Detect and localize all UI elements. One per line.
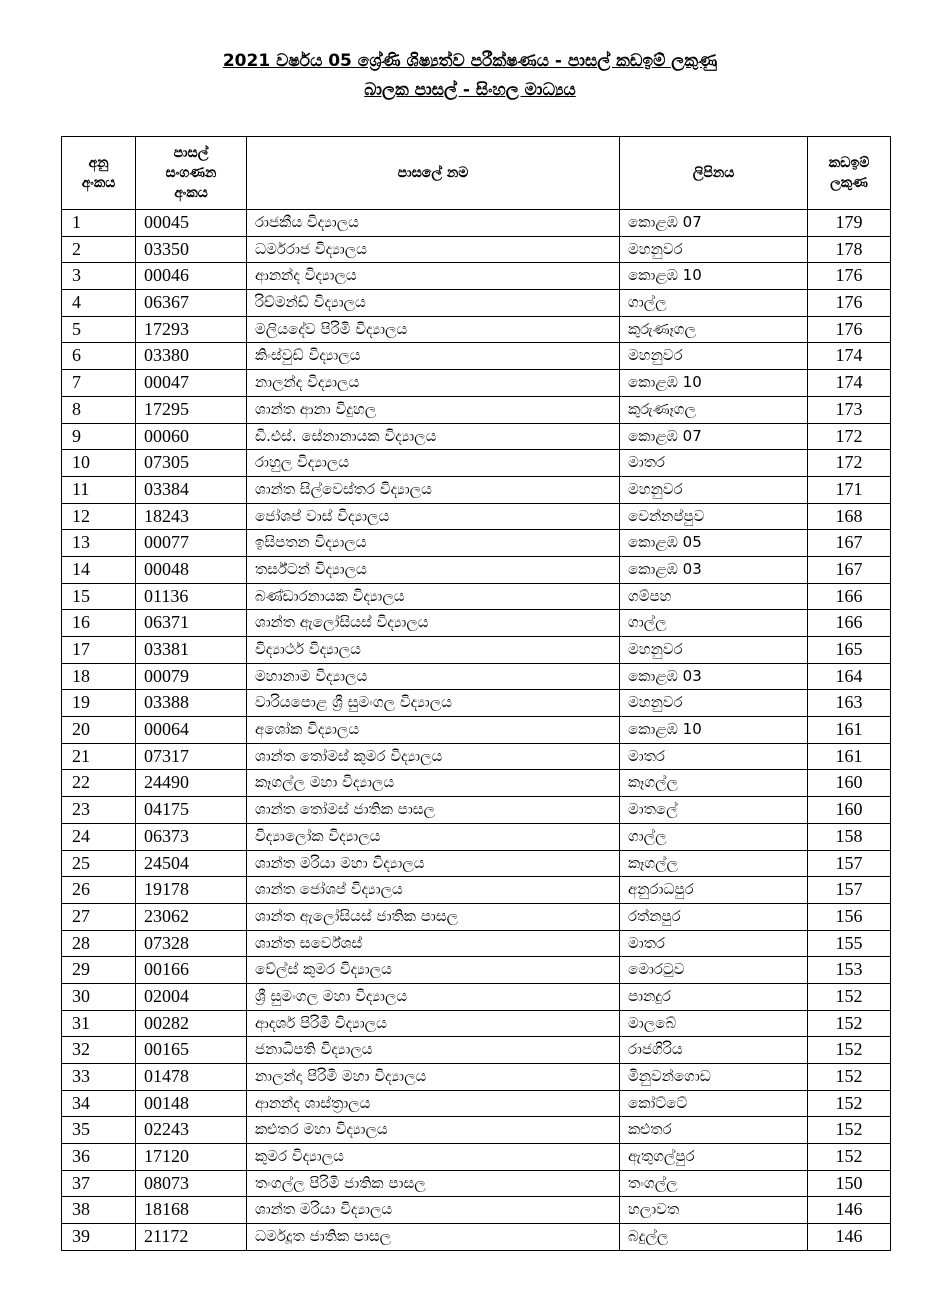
cell-school-name: විද්‍යාර්ථ විද්‍යාලය xyxy=(247,637,620,664)
table-row xyxy=(62,236,891,263)
cell-census-no: 24490 xyxy=(136,770,247,797)
cell-serial-no: 15 xyxy=(62,583,136,610)
header-school-census-no: පාසල් සංගණන අංකය xyxy=(136,137,247,210)
cell-address: තංගල්ල xyxy=(620,1170,808,1197)
cell-address: කොළඹ 07 xyxy=(620,423,808,450)
cell-address: රත්නපුර xyxy=(620,903,808,930)
cell-address: මාලබේ xyxy=(620,1010,808,1037)
cell-census-no: 00148 xyxy=(136,1090,247,1117)
cell-serial-no: 32 xyxy=(62,1037,136,1064)
table-row xyxy=(62,637,891,664)
cell-school-name: ජනාධිපති විද්‍යාලය xyxy=(247,1037,620,1064)
table-row xyxy=(62,583,891,610)
table-body xyxy=(62,210,891,1251)
cell-address: වෙන්නප්පුව xyxy=(620,503,808,530)
cell-serial-no: 26 xyxy=(62,877,136,904)
cell-census-no: 03388 xyxy=(136,690,247,717)
cell-cutoff-mark: 158 xyxy=(808,823,891,850)
table-row xyxy=(62,1010,891,1037)
cell-census-no: 06371 xyxy=(136,610,247,637)
cell-school-name: ආනන්ද ශාස්ත්‍රාලය xyxy=(247,1090,620,1117)
table-row xyxy=(62,1117,891,1144)
cell-cutoff-mark: 167 xyxy=(808,530,891,557)
cell-cutoff-mark: 163 xyxy=(808,690,891,717)
cell-school-name: ශාන්ත ඇලෝසියස් විද්‍යාලය xyxy=(247,610,620,637)
cell-school-name: තර්ස්ටන් විද්‍යාලය xyxy=(247,556,620,583)
cell-address: හලාවත xyxy=(620,1197,808,1224)
cell-serial-no: 39 xyxy=(62,1224,136,1251)
cell-address: මහනුවර xyxy=(620,690,808,717)
table-row xyxy=(62,1224,891,1251)
cell-school-name: තංගල්ල පිරිමි ජාතික පාසල xyxy=(247,1170,620,1197)
cell-census-no: 03380 xyxy=(136,343,247,370)
cell-census-no: 00282 xyxy=(136,1010,247,1037)
cell-census-no: 23062 xyxy=(136,903,247,930)
cell-school-name: වේල්ස් කුමර විද්‍යාලය xyxy=(247,957,620,984)
cell-serial-no: 13 xyxy=(62,530,136,557)
cell-serial-no: 36 xyxy=(62,1144,136,1171)
cell-census-no: 07305 xyxy=(136,450,247,477)
table-row xyxy=(62,770,891,797)
document-subtitle: බාලක පාසල් - සිංහල මාධ්‍යය xyxy=(364,80,576,100)
cell-serial-no: 20 xyxy=(62,717,136,744)
cell-school-name: කෑගල්ල මහා විද්‍යාලය xyxy=(247,770,620,797)
cell-cutoff-mark: 152 xyxy=(808,983,891,1010)
cell-address: කුරුණෑගල xyxy=(620,396,808,423)
cell-cutoff-mark: 174 xyxy=(808,370,891,397)
table-row xyxy=(62,530,891,557)
cell-school-name: මහානාම විද්‍යාලය xyxy=(247,663,620,690)
cell-cutoff-mark: 166 xyxy=(808,583,891,610)
cell-cutoff-mark: 152 xyxy=(808,1117,891,1144)
cell-school-name: කුමර විද්‍යාලය xyxy=(247,1144,620,1171)
cell-school-name: ශාන්ත සිල්වෙස්තර විද්‍යාලය xyxy=(247,476,620,503)
cell-school-name: ඉසිපතන විද්‍යාලය xyxy=(247,530,620,557)
cell-address: මහනුවර xyxy=(620,476,808,503)
table-row xyxy=(62,610,891,637)
cell-school-name: ශ්‍රී සුමංගල මහා විද්‍යාලය xyxy=(247,983,620,1010)
cell-cutoff-mark: 172 xyxy=(808,450,891,477)
table-row xyxy=(62,1197,891,1224)
cell-census-no: 00060 xyxy=(136,423,247,450)
cell-cutoff-mark: 173 xyxy=(808,396,891,423)
cell-cutoff-mark: 160 xyxy=(808,770,891,797)
cell-address: මහනුවර xyxy=(620,236,808,263)
cell-serial-no: 14 xyxy=(62,556,136,583)
cell-cutoff-mark: 172 xyxy=(808,423,891,450)
table-row xyxy=(62,690,891,717)
cell-cutoff-mark: 152 xyxy=(808,1090,891,1117)
cell-census-no: 02004 xyxy=(136,983,247,1010)
cell-census-no: 08073 xyxy=(136,1170,247,1197)
cell-address: මොරටුව xyxy=(620,957,808,984)
cell-address: මාතර xyxy=(620,450,808,477)
cell-serial-no: 2 xyxy=(62,236,136,263)
cell-serial-no: 5 xyxy=(62,316,136,343)
cell-serial-no: 30 xyxy=(62,983,136,1010)
table-row xyxy=(62,210,891,237)
cell-cutoff-mark: 167 xyxy=(808,556,891,583)
cell-address: ගාල්ල xyxy=(620,823,808,850)
cell-serial-no: 3 xyxy=(62,263,136,290)
cell-census-no: 17293 xyxy=(136,316,247,343)
cell-serial-no: 37 xyxy=(62,1170,136,1197)
cell-cutoff-mark: 171 xyxy=(808,476,891,503)
cell-cutoff-mark: 152 xyxy=(808,1144,891,1171)
cell-school-name: නාලන්දා පිරිමි මහා විද්‍යාලය xyxy=(247,1064,620,1091)
cell-serial-no: 12 xyxy=(62,503,136,530)
cell-census-no: 00165 xyxy=(136,1037,247,1064)
cell-address: කොළඹ 10 xyxy=(620,717,808,744)
cell-address: ගම්පහ xyxy=(620,583,808,610)
table-row xyxy=(62,1037,891,1064)
cell-census-no: 18243 xyxy=(136,503,247,530)
cell-school-name: බණ්ඩාරනායක විද්‍යාලය xyxy=(247,583,620,610)
cell-serial-no: 6 xyxy=(62,343,136,370)
cell-address: කොළඹ 10 xyxy=(620,370,808,397)
cell-serial-no: 8 xyxy=(62,396,136,423)
document-title: 2021 වර්ෂය 05 ශ්‍රේණි ශිෂ්‍යත්ව පරීක්ෂණය - පාසල් කඩඉම් ලකුණු xyxy=(222,51,718,71)
table-row xyxy=(62,263,891,290)
cell-cutoff-mark: 153 xyxy=(808,957,891,984)
cell-cutoff-mark: 179 xyxy=(808,210,891,237)
cell-address: ඇතුගල්පුර xyxy=(620,1144,808,1171)
table-row xyxy=(62,823,891,850)
cell-school-name: අශෝක විද්‍යාලය xyxy=(247,717,620,744)
cell-address: මාතලේ xyxy=(620,797,808,824)
cell-census-no: 21172 xyxy=(136,1224,247,1251)
table-row xyxy=(62,850,891,877)
cell-serial-no: 4 xyxy=(62,290,136,317)
cell-cutoff-mark: 152 xyxy=(808,1064,891,1091)
cell-address: කොළඹ 03 xyxy=(620,556,808,583)
cell-address: කෝට්ටේ xyxy=(620,1090,808,1117)
cell-cutoff-mark: 146 xyxy=(808,1197,891,1224)
cell-serial-no: 17 xyxy=(62,637,136,664)
cell-census-no: 24504 xyxy=(136,850,247,877)
cell-serial-no: 27 xyxy=(62,903,136,930)
cell-census-no: 00079 xyxy=(136,663,247,690)
cell-cutoff-mark: 165 xyxy=(808,637,891,664)
cell-census-no: 07328 xyxy=(136,930,247,957)
cell-cutoff-mark: 174 xyxy=(808,343,891,370)
table-row xyxy=(62,930,891,957)
cell-address: කොළඹ 07 xyxy=(620,210,808,237)
cell-address: ගාල්ල xyxy=(620,290,808,317)
cell-census-no: 00166 xyxy=(136,957,247,984)
cell-census-no: 06367 xyxy=(136,290,247,317)
cell-cutoff-mark: 157 xyxy=(808,850,891,877)
cell-address: කෑගල්ල xyxy=(620,770,808,797)
cell-address: කොළඹ 03 xyxy=(620,663,808,690)
cell-serial-no: 21 xyxy=(62,743,136,770)
cell-census-no: 07317 xyxy=(136,743,247,770)
cell-address: බදුල්ල xyxy=(620,1224,808,1251)
cell-census-no: 00064 xyxy=(136,717,247,744)
table-row xyxy=(62,396,891,423)
cell-cutoff-mark: 166 xyxy=(808,610,891,637)
cell-school-name: ආනන්ද විද්‍යාලය xyxy=(247,263,620,290)
cell-cutoff-mark: 160 xyxy=(808,797,891,824)
cell-cutoff-mark: 168 xyxy=(808,503,891,530)
cell-cutoff-mark: 178 xyxy=(808,236,891,263)
cell-cutoff-mark: 152 xyxy=(808,1010,891,1037)
cell-serial-no: 19 xyxy=(62,690,136,717)
table-row xyxy=(62,743,891,770)
cell-address: මහනුවර xyxy=(620,637,808,664)
cell-school-name: කළුතර මහා විද්‍යාලය xyxy=(247,1117,620,1144)
table-row xyxy=(62,957,891,984)
cell-address: අනුරාධපුර xyxy=(620,877,808,904)
table-row xyxy=(62,1144,891,1171)
cell-address: කොළඹ 05 xyxy=(620,530,808,557)
cell-school-name: ශාන්ත තෝමස් ජාතික පාසල xyxy=(247,797,620,824)
cell-cutoff-mark: 176 xyxy=(808,263,891,290)
cell-cutoff-mark: 156 xyxy=(808,903,891,930)
cell-cutoff-mark: 161 xyxy=(808,743,891,770)
cell-serial-no: 25 xyxy=(62,850,136,877)
cell-serial-no: 11 xyxy=(62,476,136,503)
cell-school-name: ආදර්ශ පිරිමි විද්‍යාලය xyxy=(247,1010,620,1037)
header-cutoff-mark: කඩඉම් ලකුණ xyxy=(808,137,891,210)
cell-cutoff-mark: 146 xyxy=(808,1224,891,1251)
cell-school-name: ශාන්ත මරියා විද්‍යාලය xyxy=(247,1197,620,1224)
cell-school-name: ශාන්ත සර්වේශස් xyxy=(247,930,620,957)
cell-school-name: ශාන්ත ආනා විදුහල xyxy=(247,396,620,423)
cell-census-no: 00047 xyxy=(136,370,247,397)
cell-address: මාතර xyxy=(620,930,808,957)
cell-census-no: 18168 xyxy=(136,1197,247,1224)
cell-serial-no: 34 xyxy=(62,1090,136,1117)
cell-census-no: 04175 xyxy=(136,797,247,824)
cell-serial-no: 24 xyxy=(62,823,136,850)
cell-serial-no: 10 xyxy=(62,450,136,477)
cell-cutoff-mark: 150 xyxy=(808,1170,891,1197)
cell-census-no: 01136 xyxy=(136,583,247,610)
cutoff-marks-table xyxy=(61,136,891,1251)
cell-census-no: 00046 xyxy=(136,263,247,290)
cell-serial-no: 1 xyxy=(62,210,136,237)
header-serial-no: අනු අංකය xyxy=(62,137,136,210)
cell-school-name: ශාන්ත ජෝශප් විද්‍යාලය xyxy=(247,877,620,904)
cell-serial-no: 33 xyxy=(62,1064,136,1091)
table-row xyxy=(62,717,891,744)
cell-serial-no: 9 xyxy=(62,423,136,450)
cell-census-no: 01478 xyxy=(136,1064,247,1091)
cell-address: කුරුණෑගල xyxy=(620,316,808,343)
cell-address: ගාල්ල xyxy=(620,610,808,637)
cell-serial-no: 35 xyxy=(62,1117,136,1144)
cell-school-name: ධර්මරාජ විද්‍යාලය xyxy=(247,236,620,263)
cell-census-no: 00077 xyxy=(136,530,247,557)
cell-cutoff-mark: 157 xyxy=(808,877,891,904)
table-header-row xyxy=(62,137,891,210)
table-row xyxy=(62,1064,891,1091)
cell-address: කොළඹ 10 xyxy=(620,263,808,290)
cell-serial-no: 7 xyxy=(62,370,136,397)
cell-census-no: 19178 xyxy=(136,877,247,904)
cell-address: කළුතර xyxy=(620,1117,808,1144)
cell-address: පානදුර xyxy=(620,983,808,1010)
cell-census-no: 00045 xyxy=(136,210,247,237)
cell-school-name: විද්‍යාලෝක විද්‍යාලය xyxy=(247,823,620,850)
cell-serial-no: 18 xyxy=(62,663,136,690)
table-row xyxy=(62,1090,891,1117)
cell-school-name: රාහුල විද්‍යාලය xyxy=(247,450,620,477)
table-row xyxy=(62,663,891,690)
cell-census-no: 17120 xyxy=(136,1144,247,1171)
cell-serial-no: 23 xyxy=(62,797,136,824)
cell-census-no: 06373 xyxy=(136,823,247,850)
cell-school-name: ඩී.එස්. සේනානායක විද්‍යාලය xyxy=(247,423,620,450)
table-row xyxy=(62,556,891,583)
table-row xyxy=(62,903,891,930)
table-row xyxy=(62,343,891,370)
table-row xyxy=(62,797,891,824)
table-row xyxy=(62,983,891,1010)
cell-census-no: 17295 xyxy=(136,396,247,423)
cell-census-no: 02243 xyxy=(136,1117,247,1144)
cell-address: කෑගල්ල xyxy=(620,850,808,877)
table-row xyxy=(62,450,891,477)
cell-serial-no: 16 xyxy=(62,610,136,637)
cell-serial-no: 28 xyxy=(62,930,136,957)
cell-census-no: 03381 xyxy=(136,637,247,664)
cell-school-name: වාරියපොළ ශ්‍රී සුමංගල විද්‍යාලය xyxy=(247,690,620,717)
table-row xyxy=(62,476,891,503)
cell-school-name: ශාන්ත මරියා මහා විද්‍යාලය xyxy=(247,850,620,877)
cell-serial-no: 22 xyxy=(62,770,136,797)
table-row xyxy=(62,503,891,530)
cell-serial-no: 29 xyxy=(62,957,136,984)
table-row xyxy=(62,877,891,904)
cell-cutoff-mark: 161 xyxy=(808,717,891,744)
table-row xyxy=(62,370,891,397)
cell-cutoff-mark: 155 xyxy=(808,930,891,957)
cell-census-no: 03384 xyxy=(136,476,247,503)
cell-school-name: රාජකීය විද්‍යාලය xyxy=(247,210,620,237)
cell-school-name: ධර්මදූත ජාතික පාසල xyxy=(247,1224,620,1251)
cell-cutoff-mark: 176 xyxy=(808,290,891,317)
cell-school-name: ශාන්ත ඇලෝසියස් ජාතික පාසල xyxy=(247,903,620,930)
cell-cutoff-mark: 176 xyxy=(808,316,891,343)
cell-cutoff-mark: 164 xyxy=(808,663,891,690)
cell-school-name: නාලන්ද විද්‍යාලය xyxy=(247,370,620,397)
cell-school-name: මලියදේව පිරිමි විද්‍යාලය xyxy=(247,316,620,343)
cell-address: මාතර xyxy=(620,743,808,770)
table-row xyxy=(62,290,891,317)
cell-school-name: ජෝශප් වාස් විද්‍යාලය xyxy=(247,503,620,530)
cell-school-name: රිච්මන්ඩ් විද්‍යාලය xyxy=(247,290,620,317)
cell-serial-no: 31 xyxy=(62,1010,136,1037)
cell-serial-no: 38 xyxy=(62,1197,136,1224)
cell-address: රාජගිරිය xyxy=(620,1037,808,1064)
table-row xyxy=(62,316,891,343)
table-row xyxy=(62,423,891,450)
cell-school-name: ශාන්ත තෝමස් කුමර විද්‍යාලය xyxy=(247,743,620,770)
cell-address: මිනුවන්ගොඩ xyxy=(620,1064,808,1091)
header-school-name: පාසලේ නම xyxy=(247,137,620,210)
header-address: ලිපිනය xyxy=(620,137,808,210)
cell-census-no: 03350 xyxy=(136,236,247,263)
cell-address: මහනුවර xyxy=(620,343,808,370)
cell-census-no: 00048 xyxy=(136,556,247,583)
cell-school-name: කිංස්වුඩ් විද්‍යාලය xyxy=(247,343,620,370)
cell-cutoff-mark: 152 xyxy=(808,1037,891,1064)
table-row xyxy=(62,1170,891,1197)
